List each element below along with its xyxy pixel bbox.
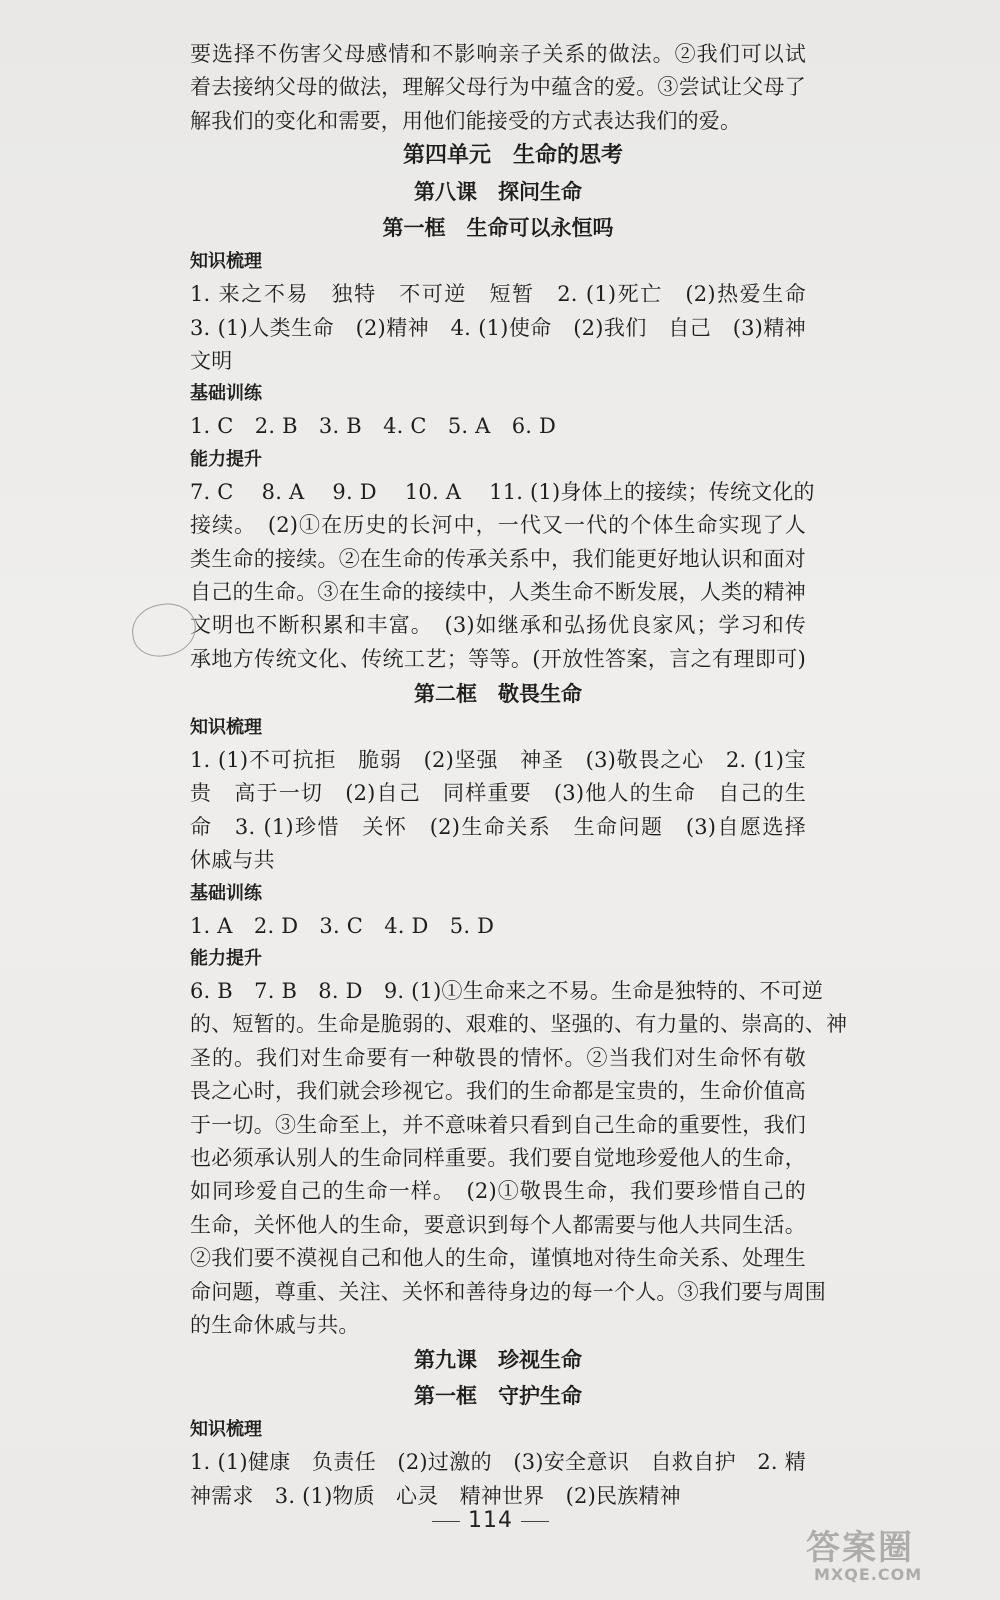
unit-title: 第四单元 生命的思考 [402,143,623,169]
answer-line: 畏之心时，我们就会珍视它。我们的生命都是宝贵的，生命价值高 [190,1079,806,1104]
answer-line: 6. B 7. B 8. D 9. (1)①生命来之不易。生命是独特的、不可逆 [190,979,824,1004]
answer-line: ②我们要不漠视自己和他人的生命，谨慎地对待生命关系、处理生 [190,1246,806,1271]
answer-line: 圣的。我们对生命要有一种敬畏的情怀。②当我们对生命怀有敬 [190,1045,806,1070]
answer-line: 的、短暂的。生命是脆弱的、艰难的、坚强的、有力量的、崇高的、神 [190,1012,848,1037]
intro-line: 要选择不伤害父母感情和不影响亲子关系的做法。②我们可以试 [190,42,806,66]
answer-line: 1. (1)不可抗拒 脆弱 (2)坚强 神圣 (3)敬畏之心 2. (1)宝 [190,748,806,773]
answer-line: 3. (1)人类生命 (2)精神 4. (1)使命 (2)我们 自己 (3)精神 [190,315,806,340]
section-label: 知识梳理 [190,251,262,273]
lesson-title: 第九课 珍视生命 [414,1348,582,1373]
answer-line: 文明 [190,348,233,373]
frame-title: 第二框 敬畏生命 [414,682,582,707]
section-label: 基础训练 [190,882,262,904]
answer-line: 文明也不断积累和丰富。 (3)如继承和弘扬优良家风；学习和传 [190,613,806,638]
answer-line: 如同珍爱自己的生命一样。 (2)①敬畏生命，我们要珍惜自己的 [190,1179,806,1204]
frame-title: 第一框 生命可以永恒吗 [382,216,614,241]
answer-line: 命问题，尊重、关注、关怀和善待身边的每一个人。③我们要与周围 [190,1279,826,1304]
answer-line: 1. 来之不易 独特 不可逆 短暂 2. (1)死亡 (2)热爱生命 [190,282,806,307]
answer-line: 类生命的接续。②在生命的传承关系中，我们能更好地认识和面对 [190,546,806,571]
page-number: 114 [468,1508,513,1533]
answer-line: 休戚与共 [190,848,275,873]
answer-line: 1. C 2. B 3. B 4. C 5. A 6. D [190,414,557,439]
section-label: 知识梳理 [190,1419,262,1441]
section-label: 知识梳理 [190,717,262,739]
watermark-logo-domain: MXQE.COM [814,1565,923,1584]
section-label: 能力提升 [190,448,262,470]
answer-line: 命 3. (1)珍惜 关怀 (2)生命关系 生命问题 (3)自愿选择 [190,814,806,839]
answer-line: 接续。 (2)①在历史的长河中，一代又一代的个体生命实现了人 [190,513,806,538]
footer-dash [432,1521,460,1522]
answer-line: 7. C 8. A 9. D 10. A 11. (1)身体上的接续；传统文化的 [190,479,815,504]
page-footer [424,1508,557,1533]
page-content [190,38,848,1513]
answer-line: 1. A 2. D 3. C 4. D 5. D [190,913,495,938]
lesson-title: 第八课 探问生命 [414,180,582,205]
watermark-logo: 答案圈 [806,1528,914,1568]
answer-line: 承地方传统文化、传统工艺；等等。(开放性答案，言之有理即可) [190,646,806,671]
section-label: 能力提升 [190,948,262,970]
frame-title: 第一框 守护生命 [414,1384,582,1409]
intro-line: 解我们的变化和需要，用他们能接受的方式表达我们的爱。 [190,108,742,133]
answer-line: 自己的生命。③在生命的接续中，人类生命不断发展，人类的精神 [190,579,806,604]
section-label: 基础训练 [190,383,262,405]
answer-line: 的生命休戚与共。 [190,1312,360,1337]
footer-dash [521,1521,549,1522]
answer-line: 神需求 3. (1)物质 心灵 精神世界 (2)民族精神 [190,1483,681,1508]
watermark [806,1530,992,1592]
answer-line: 贵 高于一切 (2)自己 同样重要 (3)他人的生命 自己的生 [190,781,806,806]
ink-stamp [129,600,200,660]
answer-line: 也必须承认别人的生命同样重要。我们要自觉地珍爱他人的生命， [190,1145,806,1170]
intro-line: 着去接纳父母的做法，理解父母行为中蕴含的爱。③尝试让父母了 [190,75,806,100]
answer-line: 1. (1)健康 负责任 (2)过激的 (3)安全意识 自救自护 2. 精 [190,1450,806,1475]
answer-line: 于一切。③生命至上，并不意味着只看到自己生命的重要性，我们 [190,1112,806,1137]
answer-line: 生命，关怀他人的生命，要意识到每个人都需要与他人共同生活。 [190,1212,806,1237]
